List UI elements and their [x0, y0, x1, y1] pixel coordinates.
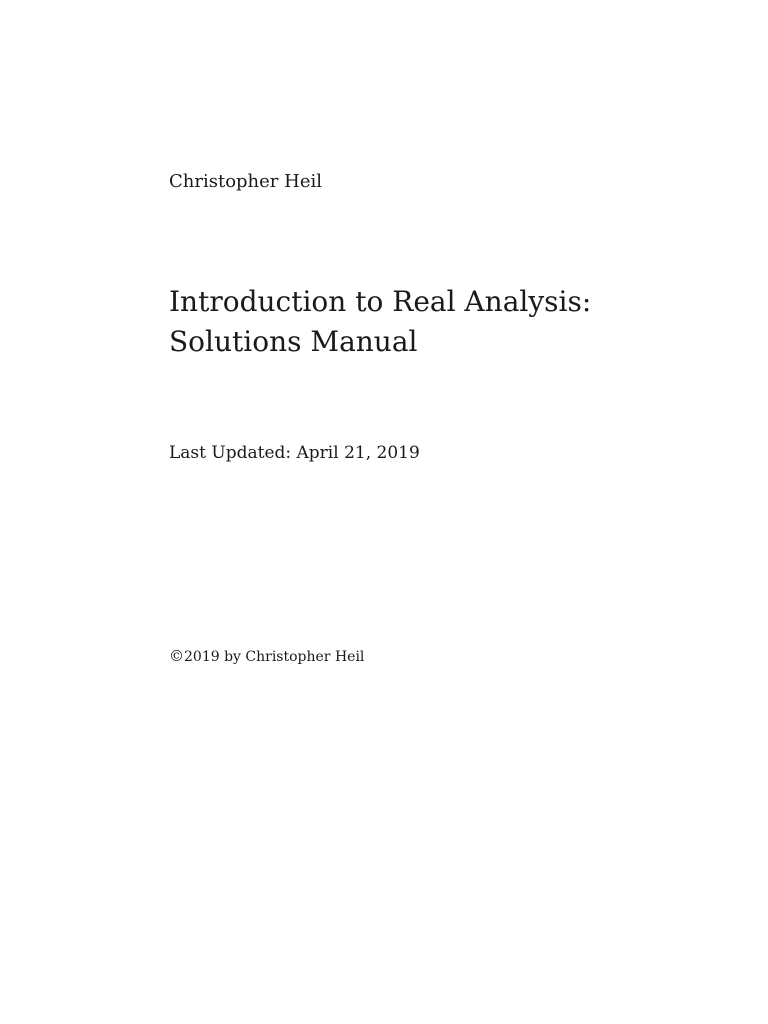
title-line-1: Introduction to Real Analysis: — [169, 285, 592, 318]
copyright-notice — [169, 646, 364, 667]
author-name: Christopher Heil — [169, 171, 322, 192]
document-title — [169, 282, 591, 362]
copyright-text: 2019 by Christopher Heil — [184, 649, 365, 665]
title-line-2: Solutions Manual — [169, 325, 418, 358]
copyright-icon: © — [169, 647, 184, 665]
last-updated-date: Last Updated: April 21, 2019 — [169, 443, 420, 463]
